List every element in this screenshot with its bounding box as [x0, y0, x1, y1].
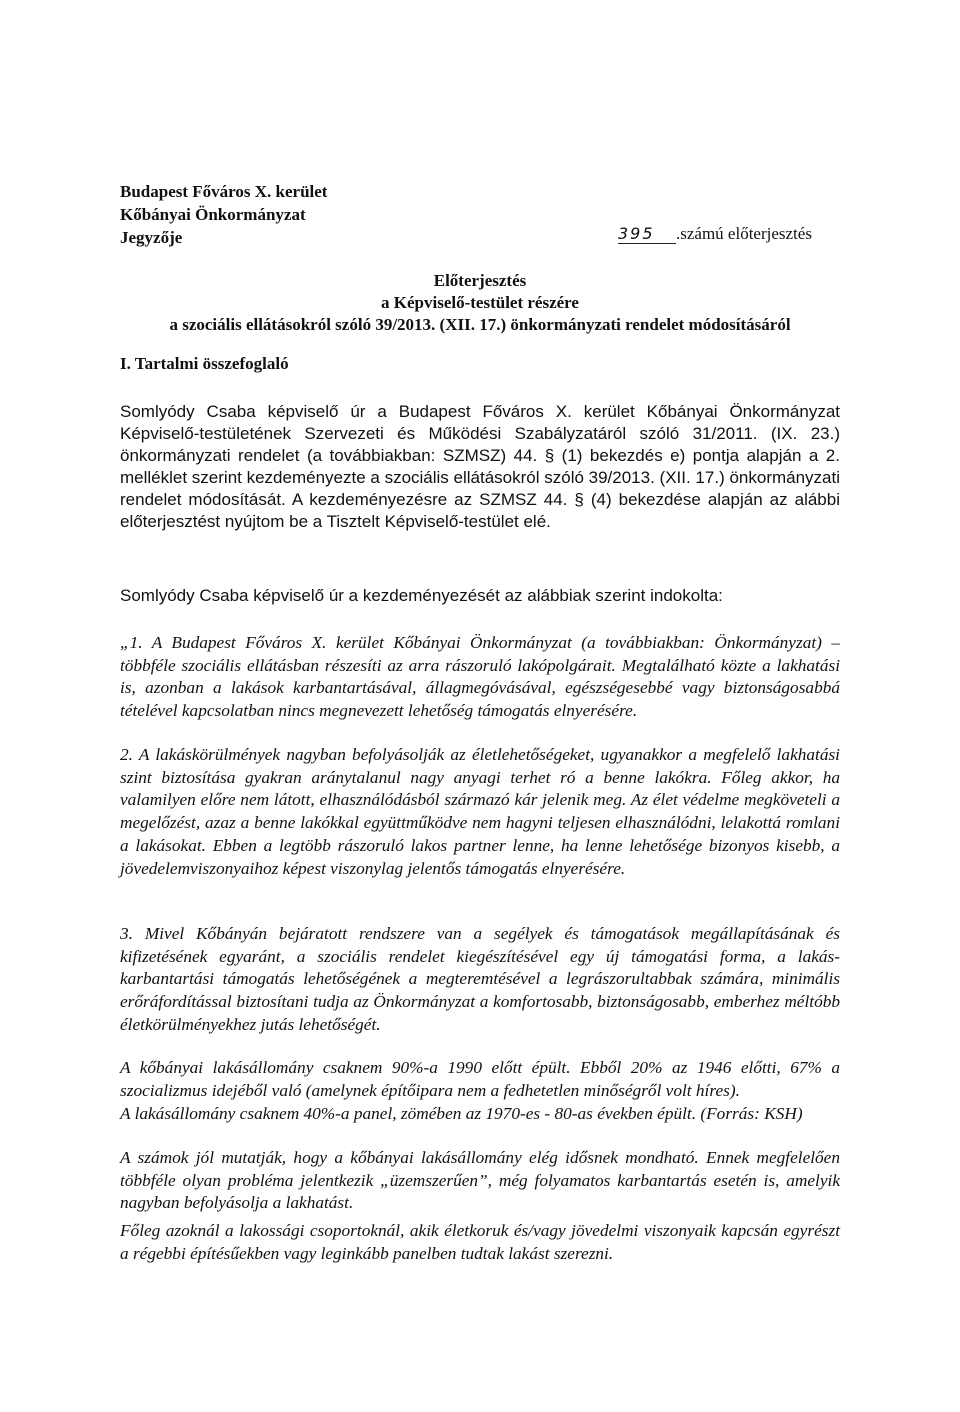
title-line-3: a szociális ellátásokról szóló 39/2013. (XII. 17.) önkormányzati rendelet módosításáról: [169, 315, 791, 334]
proposal-number-suffix: .számú előterjesztés: [676, 224, 812, 243]
quote-paragraph-3: 3. Mivel Kőbányán bejáratott rendszere van a segélyek és támogatások megállapításának és kifizetésének egyaránt, a szociális rendelet kiegészítésével egy új támogatási forma, a lakás-karbantartási támogatás lehetőségének a megteremtésével a legrászorultabbak számára, minimális erőráfordítással biztosítani tudja az Önkormányzat a komfortosabb, biztonságosabb, emberhez méltóbb életkörülményekhez jutás lehetőségét.: [120, 924, 840, 1034]
proposal-number: [618, 224, 812, 244]
quote-paragraph-4: A kőbányai lakásállomány csaknem 90%-a 1990 előtt épült. Ebből 20% az 1946 előtti, 67% a szocializmus idejéből való (amelynek építőipara nem a fedhetetlen minőségről volt híres).: [120, 1058, 840, 1100]
handwritten-number: 395: [618, 224, 676, 244]
justification-intro: Somlyódy Csaba képviselő úr a kezdeményezését az alábbiak szerint indokolta:: [120, 586, 723, 605]
issuer-line-2: Kőbányai Önkormányzat: [120, 205, 306, 224]
quote-paragraph-1: „1. A Budapest Főváros X. kerület Kőbányai Önkormányzat (a továbbiakban: Önkormányzat) – többféle szociális ellátásban részesíti az arra rászoruló lakópolgárait. Megtalálható közte a lakhatási is, azonban a lakások karbantartásával, állagmegóvásával, egészségesebbé vagy biztonságosabbá tételével kapcsolatban nincs megnevezett lehetőség támogatás elnyerésére.: [120, 633, 840, 721]
document-title: [120, 270, 840, 336]
quote-paragraph-6: A számok jól mutatják, hogy a kőbányai lakásállomány elég idősnek mondható. Ennek megfelelően többféle olyan probléma jelentkezik „üzemszerűen”, még folyamatos karbantartás esetén is, amelyik nagyban befolyásolja a lakhatást.: [120, 1148, 840, 1213]
section-title: I. Tartalmi összefoglaló: [120, 354, 289, 373]
quote-paragraph-2: 2. A lakáskörülmények nagyban befolyásolják az életlehetőségeket, ugyanakkor a megfelelő lakhatási szint biztosítása gyakran aránytalanul nagy anyagi terhet ró a benne lakókra. Főleg akkor, ha valamilyen előre nem látott, elhasználódásból származó kár jelenik meg. Az élet védelme megköveteli a megelőzést, azaz a benne lakókkal együttműködve nem hagyni teljesen elhasználódni, lelakottá romlani a lakásokat. Ebben a legtöbb rászoruló lakos partner lenne, ha lenne lehetősége bizonyos kisebb, a jövedelemviszonyaihoz képest viszonylag jelentős támogatás elnyerésére.: [120, 745, 840, 878]
summary-paragraph: Somlyódy Csaba képviselő úr a Budapest Főváros X. kerület Kőbányai Önkormányzat Képviselő-testületének Szervezeti és Működési Szabályzatáról szóló 31/2011. (IX. 23.) önkormányzati rendelet (a továbbiakban: SZMSZ) 44. § (1) bekezdés e) pontja alapján a 2. melléklet szerint kezdeményezte a szociális ellátásokról szóló 39/2013. (XII. 17.) önkormányzati rendelet módosítását. A kezdeményezésre az SZMSZ 44. § (4) bekezdése alapján az alábbi előterjesztést nyújtom be a Tisztelt Képviselő-testület elé.: [120, 402, 841, 531]
quote-paragraph-7: Főleg azoknál a lakossági csoportoknál, akik életkoruk és/vagy jövedelmi viszonyaik kapcsán egyrészt a régebbi építésűekben vagy leginkább panelben tudtak lakást szerezni.: [120, 1221, 840, 1263]
quote-paragraph-5: A lakásállomány csaknem 40%-a panel, zömében az 1970-es - 80-as években épült. (Forrás: KSH): [120, 1104, 803, 1123]
issuer-line-3: Jegyzője: [120, 228, 183, 247]
issuer-header: [120, 180, 327, 249]
title-line-1: Előterjesztés: [433, 271, 527, 290]
title-line-2: a Képviselő-testület részére: [381, 293, 579, 312]
issuer-line-1: Budapest Főváros X. kerület: [120, 182, 328, 201]
